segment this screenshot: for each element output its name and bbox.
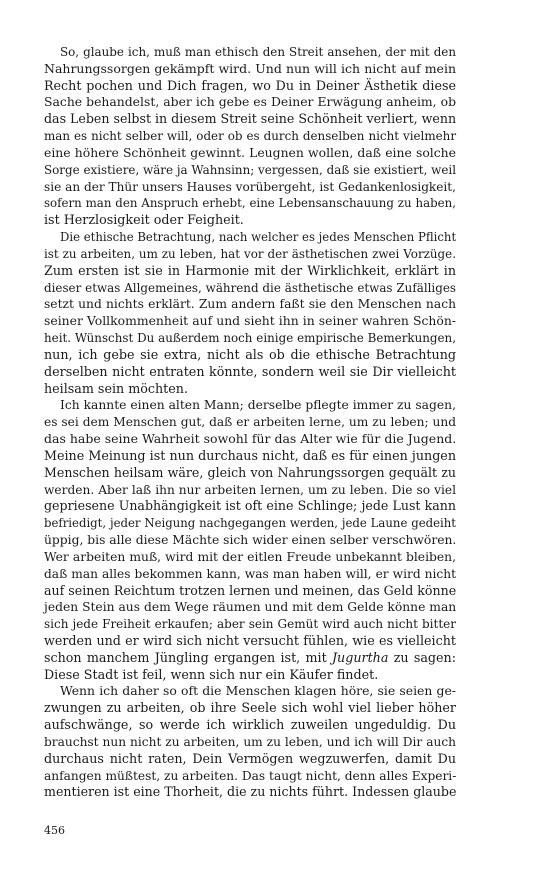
text-line: man es nicht selber will, oder ob es durch denselben nicht vielmehr [44, 129, 456, 144]
text-line: Wer arbeiten muß, wird mit der eitlen Freude unbekannt bleiben, [44, 549, 456, 564]
text-line: Sorge existiere, wäre ja Wahnsinn; vergessen, daß sie existiert, weil [44, 162, 456, 177]
text-line: daß man alles bekommen kann, was man haben will, er wird nicht [44, 566, 456, 581]
text-line: anfangen müßtest, zu arbeiten. Das taugt nicht, denn alles Experi- [44, 768, 457, 783]
text-line: auf seinen Reichtum trotzen lernen und meinen, das Geld könne [44, 582, 457, 598]
text-line: zwungen zu arbeiten, ob ihre Seele sich wohl viel lieber höher [44, 700, 456, 716]
page-body [44, 44, 456, 801]
text-line: Recht pochen und Dich fragen, wo Du in Deiner Ästhetik diese [44, 77, 456, 93]
text-line: Die ethische Betrachtung, nach welcher es jedes Menschen Pflicht [60, 230, 457, 245]
text-line: aufschwänge, so werde ich wirklich zuweilen ungeduldig. Du [44, 717, 456, 733]
paragraph [44, 44, 456, 229]
text-line: gepriesene Unabhängigkeit ist oft eine Schlinge; jede Lust kann [44, 498, 456, 514]
text-line: sofern man den Anspruch erhebt, eine Lebensanschauung zu haben, [44, 196, 456, 211]
paragraph [44, 683, 456, 801]
text-line: ist zu arbeiten, um zu leben, hat vor der ästhetischen zwei Vorzüge. [44, 246, 456, 261]
text-line: setzt und nichts erklärt. Zum andern faßt sie den Menschen nach [44, 297, 456, 312]
text-line: jeden Stein aus dem Wege räumen und mit dem Gelde könne man [44, 600, 457, 615]
text-line: Zum ersten ist sie in Harmonie mit der Wirklichkeit, erklärt in [44, 262, 456, 278]
text-line: werden und er wird sich nicht versucht fühlen, wie es vielleicht [44, 632, 456, 648]
paragraph [44, 397, 456, 683]
text-line: Ich kannte einen alten Mann; derselbe pflegte immer zu sagen, [60, 398, 456, 413]
text-line: schon manchem Jüngling ergangen ist, mit Jugurtha zu sagen: [44, 649, 456, 665]
text-line: mentieren ist eine Thorheit, die zu nichts führt. Indessen glaube [44, 784, 457, 800]
text-line: das habe seine Wahrheit sowohl für das Alter wie für die Jugend. [44, 431, 457, 447]
text-line: Sache behandelst, aber ich gebe es Deiner Erwägung anheim, ob [44, 94, 456, 110]
text-line: Menschen heilsam wäre, gleich von Nahrungssorgen gequält zu [44, 464, 456, 480]
text-line: werden. Aber laß ihn nur arbeiten lernen, um zu leben. Die so viel [44, 482, 456, 497]
text-line: üppig, bis alle diese Mächte sich wider einen selber verschwören. [44, 533, 457, 548]
text-line: heit. Wünschst Du außerdem noch einige empirische Bemerkungen, [44, 331, 456, 346]
text-line: seiner Vollkommenheit auf und sieht ihn in seiner wahren Schön- [44, 313, 456, 329]
text-line: dieser etwas Allgemeines, während die ästhetische etwas Zufälliges [44, 280, 456, 295]
text-line: So, glaube ich, muß man ethisch den Streit ansehen, der mit den [60, 45, 456, 59]
text-line: Diese Stadt ist feil, wenn sich nur ein Käufer findet. [44, 666, 379, 682]
italic-name: Jugurtha [331, 649, 389, 665]
text-line: eine höhere Schönheit gewinnt. Leugnen wollen, daß eine solche [44, 144, 456, 160]
text-line: heilsam sein möchten. [44, 380, 188, 396]
text-line: Meine Meinung ist nun durchaus nicht, daß es für einen jungen [44, 447, 456, 463]
text-line: Nahrungssorgen gekämpft wird. Und nun will ich nicht auf mein [44, 60, 456, 76]
text-line: nun, ich gebe sie extra, nicht als ob die ethische Betrachtung [44, 346, 456, 362]
text-line: befriedigt, jeder Neigung nachgegangen werden, jede Laune gedeiht [44, 516, 456, 531]
text-line: sie an der Thür unsers Hauses vorübergeht, ist Gedankenlosigkeit, [44, 179, 456, 194]
page-number: 456 [44, 824, 65, 837]
text-line: ist Herzlosigkeit oder Feigheit. [44, 212, 244, 228]
text-line: derselben nicht entraten könnte, sondern weil sie Dir vielleicht [44, 363, 456, 379]
text-line: durchaus nicht raten, Dein Vermögen wegzuwerfen, damit Du [44, 750, 456, 766]
text-line: Wenn ich daher so oft die Menschen klagen höre, sie seien ge- [60, 683, 456, 699]
text-line: das Leben selbst in diesem Streit seine Schönheit verliert, wenn [44, 111, 457, 127]
text-line: brauchst nun nicht zu arbeiten, um zu leben, und ich will Dir auch [44, 734, 456, 749]
paragraph [44, 229, 456, 397]
text-line: sich jede Freiheit erkaufen; aber sein Gemüt wird auch nicht bitter [44, 617, 456, 632]
text-line: es sei dem Menschen gut, daß er arbeiten lerne, um zu leben; und [44, 415, 456, 430]
